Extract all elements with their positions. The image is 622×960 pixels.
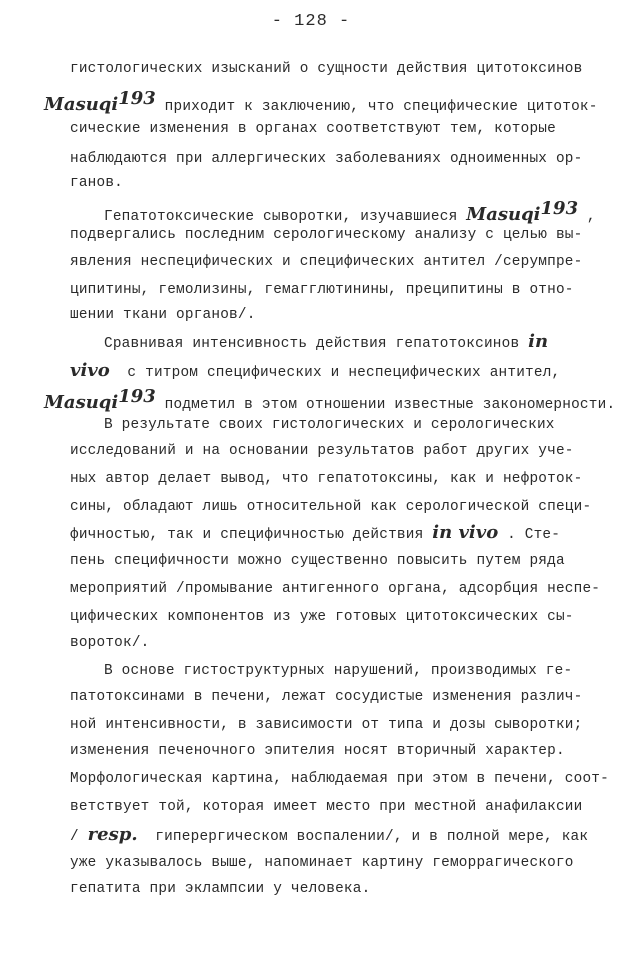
typed-text: наблюдаются при аллергических заболеваниях одноименных ор-: [70, 151, 583, 167]
text-line: [70, 441, 574, 461]
typed-text: вороток/.: [70, 635, 150, 651]
typed-text: подвергались последним серологическому анализу с целью вы-: [70, 227, 583, 243]
typed-text: ципитины, гемолизины, гемагглютинины, преципитины в отно-: [70, 282, 574, 298]
typed-text: патотоксинами в печени, лежат сосудистые изменения различ-: [70, 689, 583, 705]
text-line: [70, 252, 582, 272]
typed-text: подметил в этом отношении известные закономерности.: [155, 396, 616, 413]
text-line: [70, 305, 256, 325]
text-line: [70, 361, 560, 383]
handwritten-insert: Masuqi: [44, 93, 119, 115]
text-line: [44, 387, 615, 415]
typed-text: ганов.: [70, 175, 124, 191]
text-line: [70, 579, 600, 599]
handwritten-insert: in: [528, 331, 549, 352]
text-line: [70, 469, 582, 489]
text-line: [70, 523, 560, 545]
typed-text: сины, обладают лишь относительной как серологической специ-: [70, 499, 592, 515]
typed-text: уже указывалось выше, напоминает картину геморрагического: [70, 855, 574, 871]
typed-text: мероприятий /промывание антигенного органа, адсорбция неспе-: [70, 581, 601, 597]
typed-text: гепатита при эклампсии у человека.: [70, 881, 371, 897]
typed-text: ,: [578, 208, 596, 225]
typed-text: ной интенсивности, в зависимости от типа и дозы сыворотки;: [70, 717, 583, 733]
text-line: [70, 879, 370, 899]
typed-text: шении ткани органов/.: [70, 307, 256, 323]
text-line: [70, 797, 582, 817]
typed-text: гистологических изысканий о сущности действия цитотоксинов: [70, 61, 583, 77]
text-line: [70, 173, 123, 193]
reference-superscript: 193: [540, 198, 579, 219]
typed-text: цифических компонентов из уже готовых цитотоксических сы-: [70, 609, 574, 625]
text-line: [70, 119, 556, 139]
reference-superscript: 193: [118, 88, 156, 109]
typed-text: сические изменения в органах соответствуют тем, которые: [70, 121, 556, 137]
text-line: [70, 497, 591, 517]
typed-text: с титром специфических и неспецифических антител,: [109, 365, 561, 381]
typed-text: исследований и на основании результатов работ других уче-: [70, 443, 574, 459]
handwritten-insert: Masuqi: [466, 203, 541, 225]
text-line: [70, 607, 574, 627]
handwritten-insert: Masuqi: [44, 391, 119, 413]
text-line: [70, 825, 588, 847]
handwritten-insert: resp.: [87, 824, 138, 845]
text-line: [70, 551, 565, 571]
typed-text: изменения печеночного эпителия носят вторичный характер.: [70, 743, 565, 759]
text-line: [104, 661, 572, 681]
typed-text: . Сте-: [498, 527, 561, 543]
text-line: [70, 741, 565, 761]
text-line: [70, 715, 582, 735]
reference-superscript: 193: [118, 386, 156, 407]
text-line: [70, 225, 582, 245]
text-line: [70, 687, 582, 707]
text-line: [104, 332, 548, 354]
text-line: [70, 149, 582, 169]
typed-text: Гепатотоксические сыворотки, изучавшиеся: [104, 208, 467, 225]
typed-text: Сравнивая интенсивность действия гепатотоксинов: [104, 336, 529, 352]
text-line: [70, 59, 582, 79]
typed-text: фичностью, так и специфичностью действия: [70, 527, 433, 543]
text-line: [70, 633, 150, 653]
handwritten-insert: vivo: [70, 360, 110, 381]
typed-text: В результате своих гистологических и серологических: [104, 417, 555, 433]
text-line: [104, 199, 596, 227]
typed-text: пень специфичности можно существенно повысить путем ряда: [70, 553, 565, 569]
typed-text: В основе гистоструктурных нарушений, производимых ге-: [104, 663, 573, 679]
typed-text: Морфологическая картина, наблюдаемая при этом в печени, соот-: [70, 771, 609, 787]
page-number: - 128 -: [271, 12, 351, 31]
typed-text: /: [70, 829, 88, 845]
handwritten-insert: in vivo: [432, 522, 499, 543]
text-line: [104, 415, 555, 435]
text-line: [44, 89, 598, 117]
typed-text: приходит к заключению, что специфические цитоток-: [155, 98, 598, 115]
text-line: [70, 280, 574, 300]
typed-text: гиперергическом воспалении/, и в полной мере, как: [137, 829, 589, 845]
typed-text: ных автор делает вывод, что гепатотоксины, как и нефроток-: [70, 471, 583, 487]
typed-text: ветствует той, которая имеет место при местной анафилаксии: [70, 799, 583, 815]
text-line: [70, 769, 609, 789]
text-line: [70, 853, 574, 873]
typed-text: явления неспецифических и специфических антител /серумпре-: [70, 254, 583, 270]
